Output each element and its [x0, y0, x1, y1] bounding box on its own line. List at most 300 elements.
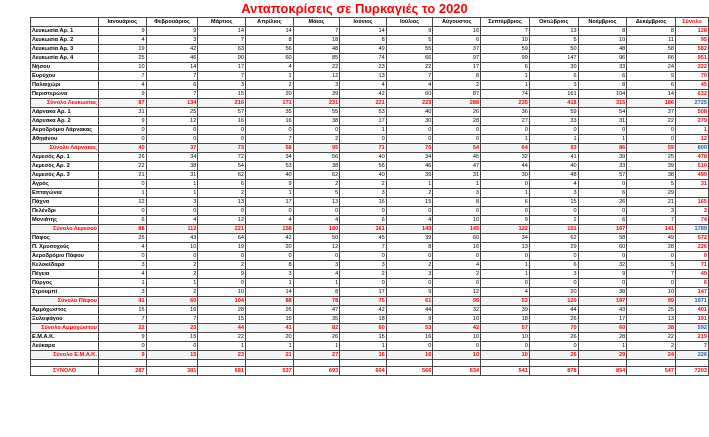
- month-cell: 120: [529, 297, 578, 306]
- row-label: Λευκωσία Αρ. 3: [31, 45, 99, 54]
- month-cell: 141: [627, 225, 676, 234]
- month-cell: 28: [433, 117, 481, 126]
- month-cell: 4: [146, 216, 198, 225]
- month-cell: [198, 360, 246, 367]
- row-label: Αθηαίνου: [31, 135, 99, 144]
- month-cell: 3: [529, 270, 578, 279]
- month-cell: 104: [578, 90, 627, 99]
- month-cell: 53: [386, 324, 433, 333]
- month-cell: 88: [98, 225, 146, 234]
- month-cell: 171: [246, 99, 294, 108]
- month-cell: [481, 360, 530, 367]
- month-cell: 82: [293, 324, 340, 333]
- table-row: [31, 117, 709, 126]
- month-cell: 70: [529, 324, 578, 333]
- month-cell: 87: [98, 99, 146, 108]
- month-cell: 22: [386, 63, 433, 72]
- month-cell: 0: [481, 342, 530, 351]
- row-total-cell: 165: [676, 198, 709, 207]
- month-cell: 56: [340, 162, 387, 171]
- month-cell: 6: [98, 216, 146, 225]
- month-cell: 9: [386, 315, 433, 324]
- month-cell: 3: [146, 36, 198, 45]
- month-cell: 54: [578, 108, 627, 117]
- month-cell: 34: [146, 153, 198, 162]
- month-cell: 60: [578, 243, 627, 252]
- row-label: Πάχνα: [31, 198, 99, 207]
- month-cell: 34: [481, 234, 530, 243]
- month-cell: 35: [246, 108, 294, 117]
- month-cell: 2: [386, 261, 433, 270]
- table-body: [31, 27, 709, 376]
- month-cell: 29: [529, 243, 578, 252]
- month-cell: 0: [198, 126, 246, 135]
- month-cell: 26: [578, 198, 627, 207]
- month-cell: 7: [627, 216, 676, 225]
- month-cell: 64: [481, 144, 530, 153]
- month-cell: 12: [433, 288, 481, 297]
- month-cell: [578, 360, 627, 367]
- month-cell: 14: [198, 27, 246, 36]
- month-cell: 57: [578, 171, 627, 180]
- month-cell: 17: [246, 198, 294, 207]
- month-cell: 58: [578, 234, 627, 243]
- column-header: Αύγουστος: [433, 18, 481, 27]
- month-cell: 0: [481, 207, 530, 216]
- month-cell: [386, 360, 433, 367]
- month-cell: 0: [481, 279, 530, 288]
- month-cell: 0: [386, 342, 433, 351]
- month-cell: 8: [340, 36, 387, 45]
- month-cell: 61: [386, 297, 433, 306]
- month-cell: 161: [529, 90, 578, 99]
- month-cell: 681: [198, 367, 246, 376]
- month-cell: 30: [386, 117, 433, 126]
- month-cell: 38: [146, 162, 198, 171]
- month-cell: 0: [146, 252, 198, 261]
- month-cell: 0: [578, 279, 627, 288]
- month-cell: 4: [433, 261, 481, 270]
- table-row: [31, 306, 709, 315]
- row-total-cell: 12: [676, 135, 709, 144]
- month-cell: 25: [627, 153, 676, 162]
- month-cell: 10: [433, 351, 481, 360]
- month-cell: 36: [481, 108, 530, 117]
- month-cell: 87: [433, 90, 481, 99]
- column-header-total: Σύνολο: [676, 18, 709, 27]
- row-total-cell: 800: [676, 144, 709, 153]
- month-cell: 1: [481, 261, 530, 270]
- month-cell: 85: [293, 54, 340, 63]
- month-cell: 2: [529, 216, 578, 225]
- row-total-cell: 49: [676, 270, 709, 279]
- month-cell: 288: [433, 99, 481, 108]
- month-cell: 42: [146, 45, 198, 54]
- month-cell: 223: [386, 99, 433, 108]
- month-cell: 3: [433, 189, 481, 198]
- month-cell: 0: [246, 252, 294, 261]
- month-cell: 0: [433, 342, 481, 351]
- month-cell: 17: [340, 117, 387, 126]
- month-cell: 7: [198, 72, 246, 81]
- month-cell: 39: [578, 153, 627, 162]
- table-row: [31, 153, 709, 162]
- row-label: Π. Χρυσοχούς: [31, 243, 99, 252]
- month-cell: 54: [198, 162, 246, 171]
- month-cell: 134: [146, 99, 198, 108]
- month-cell: 0: [293, 126, 340, 135]
- month-cell: 5: [293, 189, 340, 198]
- month-cell: 0: [98, 252, 146, 261]
- month-cell: 180: [293, 225, 340, 234]
- month-cell: 60: [578, 324, 627, 333]
- table-row: [31, 171, 709, 180]
- month-cell: 9: [481, 216, 530, 225]
- row-total-cell: 74: [676, 216, 709, 225]
- month-cell: 7: [627, 270, 676, 279]
- subtotal-row: [31, 99, 709, 108]
- month-cell: 16: [433, 27, 481, 36]
- month-cell: 37: [627, 108, 676, 117]
- month-cell: 99: [481, 54, 530, 63]
- row-label: Λάρνακα Αρ. 2: [31, 117, 99, 126]
- month-cell: 15: [198, 90, 246, 99]
- month-cell: 90: [198, 54, 246, 63]
- subtotal-row: [31, 225, 709, 234]
- row-total-cell: 632: [676, 90, 709, 99]
- month-cell: 6: [340, 216, 387, 225]
- month-cell: 0: [293, 207, 340, 216]
- month-cell: 15: [340, 333, 387, 342]
- table-row: [31, 180, 709, 189]
- month-cell: 7: [386, 72, 433, 81]
- month-cell: 4: [529, 180, 578, 189]
- month-cell: 95: [293, 144, 340, 153]
- month-cell: 2: [433, 81, 481, 90]
- row-label: Ε.Μ.Α.Κ.: [31, 333, 99, 342]
- month-cell: 9: [98, 27, 146, 36]
- month-cell: 15: [386, 198, 433, 207]
- month-cell: 1: [246, 279, 294, 288]
- row-label: Στρουμπί: [31, 288, 99, 297]
- month-cell: 8: [433, 198, 481, 207]
- month-cell: 6: [578, 216, 627, 225]
- month-cell: 0: [386, 252, 433, 261]
- row-total-cell: 508: [676, 108, 709, 117]
- month-cell: 59: [529, 108, 578, 117]
- row-label: Λεμεσός Αρ. 2: [31, 162, 99, 171]
- row-label: Αεροδρόμιο Πάφου: [31, 252, 99, 261]
- month-cell: [146, 360, 198, 367]
- month-cell: 6: [198, 180, 246, 189]
- row-total-cell: 510: [676, 162, 709, 171]
- month-cell: 16: [198, 117, 246, 126]
- month-cell: 42: [246, 234, 294, 243]
- month-cell: 2: [293, 135, 340, 144]
- month-cell: 9: [98, 351, 146, 360]
- month-cell: 9: [98, 117, 146, 126]
- table-row: [31, 108, 709, 117]
- month-cell: 6: [627, 81, 676, 90]
- month-cell: 73: [198, 144, 246, 153]
- subtotal-row: [31, 324, 709, 333]
- month-cell: 10: [481, 36, 530, 45]
- month-cell: [246, 360, 294, 367]
- month-cell: 40: [340, 171, 387, 180]
- month-cell: 231: [293, 99, 340, 108]
- month-cell: 26: [293, 333, 340, 342]
- month-cell: 1: [146, 180, 198, 189]
- table-row: [31, 72, 709, 81]
- month-cell: 4: [293, 216, 340, 225]
- month-cell: 6: [146, 81, 198, 90]
- month-cell: 40: [529, 162, 578, 171]
- month-cell: 0: [98, 135, 146, 144]
- month-cell: 0: [98, 207, 146, 216]
- subtotal-row: [31, 297, 709, 306]
- row-total-cell: 572: [676, 234, 709, 243]
- row-label: Πέγεια: [31, 270, 99, 279]
- month-cell: 20: [246, 333, 294, 342]
- month-cell: 0: [529, 207, 578, 216]
- table-row: [31, 45, 709, 54]
- row-label: Λεμεσός Αρ. 3: [31, 171, 99, 180]
- month-cell: 11: [627, 36, 676, 45]
- month-cell: 0: [529, 252, 578, 261]
- month-cell: 31: [578, 117, 627, 126]
- month-cell: 16: [246, 117, 294, 126]
- month-cell: 29: [627, 189, 676, 198]
- month-cell: 37: [433, 45, 481, 54]
- month-cell: 57: [481, 324, 530, 333]
- row-total-cell: 45: [676, 81, 709, 90]
- month-cell: 48: [293, 45, 340, 54]
- month-cell: 17: [340, 288, 387, 297]
- month-cell: 20: [246, 90, 294, 99]
- month-cell: 42: [340, 90, 387, 99]
- month-cell: 10: [433, 333, 481, 342]
- month-cell: 8: [578, 27, 627, 36]
- month-cell: 8: [246, 36, 294, 45]
- month-cell: 145: [433, 225, 481, 234]
- table-row: [31, 36, 709, 45]
- month-cell: 37: [146, 144, 198, 153]
- month-cell: 38: [578, 288, 627, 297]
- row-total-cell: 147: [676, 288, 709, 297]
- table-row: [31, 333, 709, 342]
- month-cell: 60: [146, 297, 198, 306]
- table-row: [31, 234, 709, 243]
- month-cell: 0: [340, 207, 387, 216]
- row-total-cell: 279: [676, 117, 709, 126]
- month-cell: 12: [293, 243, 340, 252]
- month-cell: 63: [198, 45, 246, 54]
- column-header: Νοέμβριος: [578, 18, 627, 27]
- month-cell: 31: [433, 171, 481, 180]
- month-cell: 2: [146, 261, 198, 270]
- month-cell: 23: [198, 351, 246, 360]
- month-cell: 38: [627, 324, 676, 333]
- month-cell: 0: [433, 207, 481, 216]
- row-total-cell: 226: [676, 243, 709, 252]
- month-cell: 1: [98, 189, 146, 198]
- month-cell: 0: [246, 126, 294, 135]
- month-cell: 537: [246, 367, 294, 376]
- column-header: Οκτώβριος: [529, 18, 578, 27]
- table-row: [31, 162, 709, 171]
- row-total-cell: 222: [676, 63, 709, 72]
- row-label: [31, 360, 99, 367]
- month-cell: 22: [627, 333, 676, 342]
- row-label: Νήσου: [31, 63, 99, 72]
- month-cell: 16: [340, 351, 387, 360]
- month-cell: 48: [529, 171, 578, 180]
- month-cell: 96: [578, 54, 627, 63]
- month-cell: 10: [578, 36, 627, 45]
- row-total-cell: 95: [676, 36, 709, 45]
- month-cell: 3: [98, 261, 146, 270]
- month-cell: 26: [529, 351, 578, 360]
- month-cell: 4: [98, 243, 146, 252]
- month-cell: 878: [529, 367, 578, 376]
- month-cell: 1: [246, 189, 294, 198]
- month-cell: 12: [293, 72, 340, 81]
- month-cell: 30: [529, 63, 578, 72]
- column-header: Ιούνιος: [340, 18, 387, 27]
- month-cell: 28: [198, 306, 246, 315]
- month-cell: 693: [293, 367, 340, 376]
- table-row: [31, 198, 709, 207]
- month-cell: 8: [386, 243, 433, 252]
- month-cell: 3: [340, 189, 387, 198]
- month-cell: 33: [578, 63, 627, 72]
- month-cell: 44: [198, 324, 246, 333]
- month-cell: 60: [386, 90, 433, 99]
- month-cell: 39: [293, 90, 340, 99]
- month-cell: 0: [340, 135, 387, 144]
- table-row: [31, 81, 709, 90]
- month-cell: 16: [386, 333, 433, 342]
- month-cell: 6: [578, 189, 627, 198]
- row-label: Μονιάτης: [31, 216, 99, 225]
- month-cell: 71: [340, 144, 387, 153]
- month-cell: 7: [293, 27, 340, 36]
- table-row: [31, 315, 709, 324]
- month-cell: 22: [627, 117, 676, 126]
- month-cell: 5: [386, 36, 433, 45]
- month-cell: 27: [293, 351, 340, 360]
- month-cell: 33: [578, 162, 627, 171]
- month-cell: 0: [146, 207, 198, 216]
- month-cell: 167: [578, 225, 627, 234]
- month-cell: 26: [529, 315, 578, 324]
- month-cell: 2: [198, 261, 246, 270]
- month-cell: 1: [386, 180, 433, 189]
- subtotal-row: [31, 351, 709, 360]
- month-cell: 0: [433, 135, 481, 144]
- month-cell: 26: [246, 306, 294, 315]
- month-cell: 3: [340, 261, 387, 270]
- month-cell: 0: [198, 207, 246, 216]
- row-total-cell: 1789: [676, 225, 709, 234]
- month-cell: 29: [578, 351, 627, 360]
- month-cell: 46: [146, 54, 198, 63]
- month-cell: 21: [98, 171, 146, 180]
- month-cell: 13: [481, 243, 530, 252]
- month-cell: 287: [98, 367, 146, 376]
- row-total-cell: 7: [676, 342, 709, 351]
- month-cell: 0: [340, 252, 387, 261]
- month-cell: 1: [146, 279, 198, 288]
- fire-response-table: [30, 17, 709, 376]
- month-cell: 74: [481, 90, 530, 99]
- month-cell: 50: [293, 234, 340, 243]
- month-cell: 44: [481, 162, 530, 171]
- month-cell: 74: [340, 54, 387, 63]
- month-cell: 25: [146, 108, 198, 117]
- month-cell: 13: [293, 198, 340, 207]
- month-cell: 0: [529, 126, 578, 135]
- month-cell: 5: [529, 36, 578, 45]
- month-cell: 0: [198, 135, 246, 144]
- month-cell: 1: [529, 135, 578, 144]
- month-cell: 70: [386, 144, 433, 153]
- month-cell: 44: [386, 306, 433, 315]
- month-cell: 32: [578, 261, 627, 270]
- month-cell: 0: [98, 180, 146, 189]
- month-cell: 10: [198, 288, 246, 297]
- month-cell: 1: [340, 126, 387, 135]
- month-cell: 10: [627, 288, 676, 297]
- row-label: Πάφος: [31, 234, 99, 243]
- month-cell: 0: [433, 126, 481, 135]
- month-cell: 2: [198, 189, 246, 198]
- month-cell: 0: [578, 126, 627, 135]
- month-cell: 22: [293, 63, 340, 72]
- month-cell: 14: [340, 27, 387, 36]
- month-cell: 0: [481, 252, 530, 261]
- month-cell: 23: [340, 63, 387, 72]
- month-cell: 10: [433, 315, 481, 324]
- row-label: Λάρνακα Αρ. 1: [31, 108, 99, 117]
- month-cell: [529, 360, 578, 367]
- row-total-cell: 3: [676, 207, 709, 216]
- header-row: [31, 18, 709, 27]
- month-cell: 7: [146, 315, 198, 324]
- month-cell: 1: [246, 342, 294, 351]
- row-label: Σύνολο Αμμοχώστου: [31, 324, 99, 333]
- header-corner: [31, 18, 99, 27]
- row-total-cell: 71: [676, 261, 709, 270]
- row-total-cell: 499: [676, 171, 709, 180]
- row-total-cell: 592: [676, 324, 709, 333]
- table-row: [31, 342, 709, 351]
- month-cell: 3: [627, 207, 676, 216]
- month-cell: 6: [578, 72, 627, 81]
- month-cell: 3: [386, 270, 433, 279]
- month-cell: 0: [198, 252, 246, 261]
- table-row: [31, 252, 709, 261]
- month-cell: 14: [246, 288, 294, 297]
- month-cell: 8: [293, 288, 340, 297]
- month-cell: 418: [529, 99, 578, 108]
- table-row: [31, 63, 709, 72]
- month-cell: 86: [578, 144, 627, 153]
- month-cell: 0: [293, 252, 340, 261]
- month-cell: 10: [481, 333, 530, 342]
- month-cell: 93: [529, 144, 578, 153]
- month-cell: 31: [146, 171, 198, 180]
